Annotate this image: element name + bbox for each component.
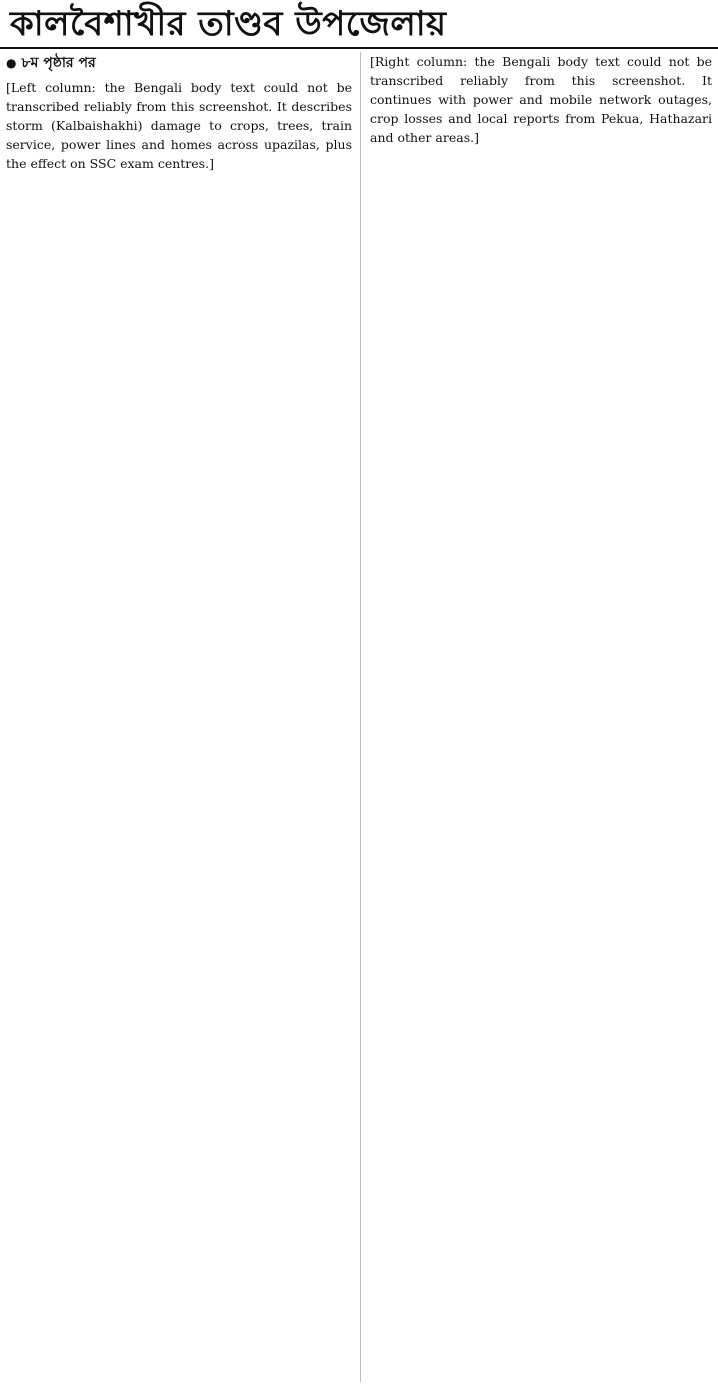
continued-from-line: [6, 52, 352, 74]
headline-rule: [0, 47, 718, 49]
body-paragraph: [Right column: the Bengali body text could not be transcribed reliably from this screenshot. It continues with power and mobile network outages, crop losses and local reports from Pekua, Hathazari and other areas.]: [370, 54, 712, 145]
column-divider: [360, 52, 361, 1382]
continued-from-label: ৮ম পৃষ্ঠার পর: [21, 55, 96, 71]
article-column-left: [6, 52, 356, 1382]
article-column-right: [366, 52, 712, 1382]
bullet-icon: ●: [6, 56, 17, 70]
headline: কালবৈশাখীর তাণ্ডব উপজেলায়: [10, 4, 447, 44]
body-paragraph: [Left column: the Bengali body text could not be transcribed reliably from this screenshot. It describes storm (Kalbaishakhi) damage to crops, trees, train service, power lines and homes across upazilas, plus the effect on SSC exam centres.]: [6, 80, 352, 171]
